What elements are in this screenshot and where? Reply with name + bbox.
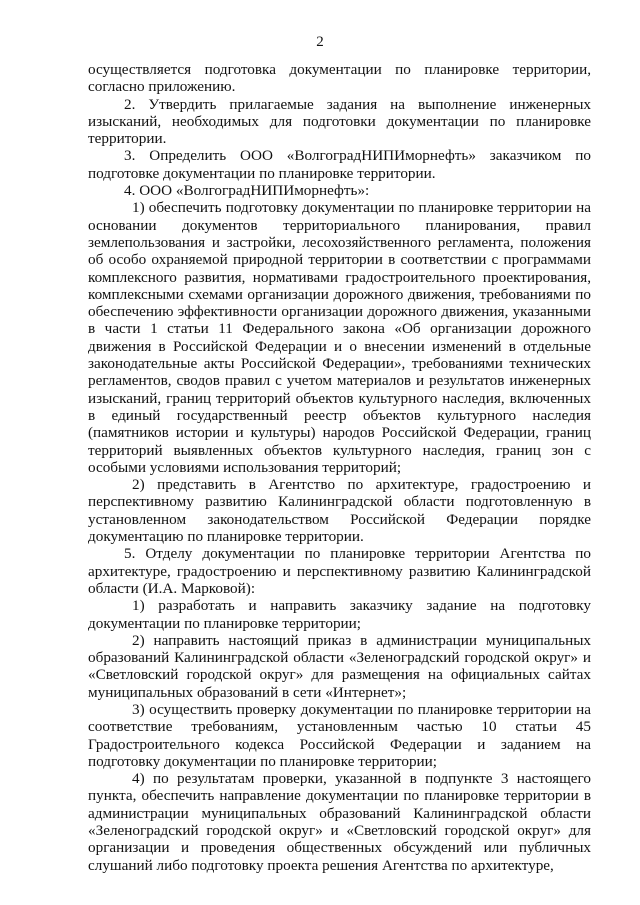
paragraph-item-5-2: 2) направить настоящий приказ в администрации муниципальных образований Калининградской области «Зеленоградский городской округ» и «Светловский городской округ» для размещения на официальных сайтах муниципальных образований в сети «Интернет»; — [88, 631, 591, 701]
paragraph-item-4-1: 1) обеспечить подготовку документации по планировке территории на основании документов территориального планирования, правил землепользования и застройки, лесохозяйственного регламента, положения об особо охраняемой природной территории в соответствии с программами комплексного развития, нормативами градостроительного проектирования, комплексными схемами организации дорожного движения, требованиями по обеспечению эффективности организации дорожного движения, указанными в части 1 статьи 11 Федерального закона «Об организации дорожного движения в Российской Федерации и о внесении изменений в отдельные законодательные акты Российской Федерации», требованиями технических регламентов, сводов правил с учетом материалов и результатов инженерных изысканий, границ территорий объектов культурного наследия, включенных в единый государственный реестр объектов культурного наследия (памятников истории и культуры) народов Российской Федерации, границ территорий выявленных объектов культурного наследия, границ зон с особыми условиями использования территорий; — [88, 199, 591, 476]
document-body — [88, 61, 591, 874]
paragraph-item-5-3: 3) осуществить проверку документации по планировке территории на соответствие требованиям, установленным частью 10 статьи 45 Градостроительного кодекса Российской Федерации и заданием на подготовку документации по планировке территории; — [88, 700, 591, 770]
paragraph-item-3: 3. Определить ООО «ВолгоградНИПИморнефть» заказчиком по подготовке документации по планировке территории. — [88, 147, 591, 182]
paragraph-item-5-1: 1) разработать и направить заказчику задание на подготовку документации по планировке территории; — [88, 597, 591, 632]
paragraph-item-2: 2. Утвердить прилагаемые задания на выполнение инженерных изысканий, необходимых для подготовки документации по планировке территории. — [88, 95, 591, 148]
paragraph-item-4: 4. ООО «ВолгоградНИПИморнефть»: — [124, 182, 370, 200]
page-number: 2 — [316, 34, 324, 50]
paragraph-continuation: осуществляется подготовка документации по планировке территории, согласно приложению. — [88, 61, 591, 96]
paragraph-item-5: 5. Отделу документации по планировке территории Агентства по архитектуре, градостроению и перспективному развитию Калининградской области (И.А. Марковой): — [88, 545, 591, 597]
paragraph-item-5-4: 4) по результатам проверки, указанной в подпункте 3 настоящего пункта, обеспечить направление документации по планировке территории в администрации муниципальных образований Калининградской области «Зеленоградский городской округ» и «Светловский городской округ» для организации и проведения общественных обсуждений или публичных слушаний либо подготовку проекта решения Агентства по архитектуре, — [88, 770, 591, 874]
paragraph-item-4-2: 2) представить в Агентство по архитектуре, градостроению и перспективному развитию Калининградской области подготовленную в установленном законодательством Российской Федерации порядке документацию по планировке территории. — [88, 476, 591, 546]
